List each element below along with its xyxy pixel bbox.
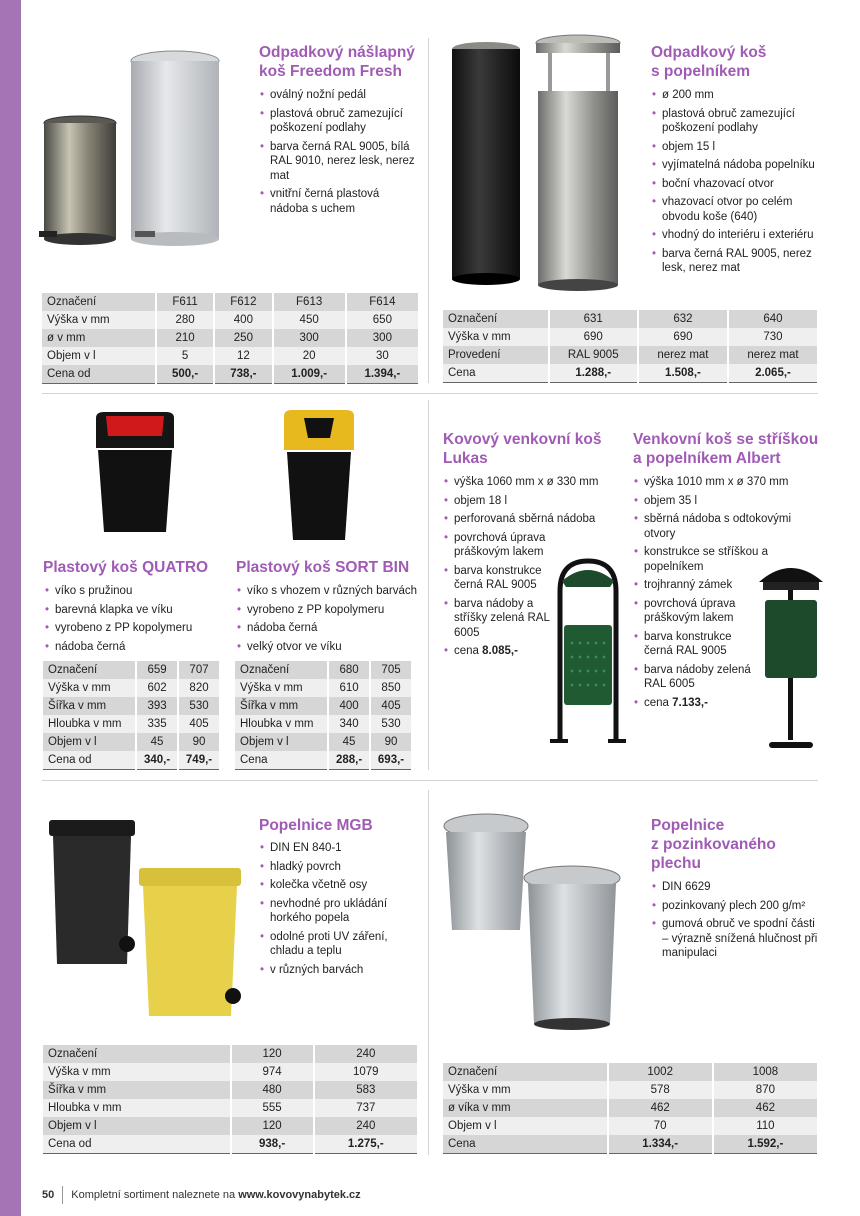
list-item: • nádoba černá xyxy=(235,621,425,636)
table-cell: 30 xyxy=(347,347,418,365)
table-cell: 650 xyxy=(347,311,418,329)
table-cell: 820 xyxy=(179,679,219,697)
albert-price: 7.133,- xyxy=(672,696,708,709)
table-cell: 450 xyxy=(274,311,345,329)
mgb-features xyxy=(258,841,408,981)
table-row xyxy=(43,733,219,751)
price-cell: 1.508,- xyxy=(639,364,727,383)
price-cell: 693,- xyxy=(371,751,411,770)
galv-title xyxy=(651,816,776,873)
table-row xyxy=(235,661,411,679)
freedom-title-line-1: Odpadkový nášlapný xyxy=(259,44,415,61)
table-cell: 659 xyxy=(137,661,177,679)
list-item: • barva černá RAL 9005, bílá RAL 9010, nerez lesk, nerez mat xyxy=(258,140,418,184)
table-cell: Šířka v mm xyxy=(43,697,135,715)
table-cell: Označení xyxy=(42,293,155,311)
price-cell: 1.288,- xyxy=(550,364,637,383)
galv-title-line-2: z pozinkovaného xyxy=(651,836,776,853)
freedom-title xyxy=(259,43,415,81)
table-cell: RAL 9005 xyxy=(550,346,637,364)
table-row xyxy=(443,1117,817,1135)
table-cell: Výška v mm xyxy=(443,1081,607,1099)
footer-text: Kompletní sortiment naleznete na xyxy=(71,1188,236,1201)
price-cell: 1.394,- xyxy=(347,365,418,384)
table-cell: 462 xyxy=(609,1099,712,1117)
list-item: • barva konstrukce černá RAL 9005 xyxy=(442,564,564,593)
list-item: • DIN EN 840-1 xyxy=(258,841,408,856)
table-row xyxy=(235,715,411,733)
table-row xyxy=(443,1081,817,1099)
table-cell: 1079 xyxy=(315,1063,417,1081)
albert-bin-image xyxy=(755,560,827,750)
lukas-title-line-1: Kovový venkovní koš xyxy=(443,431,602,448)
list-item: • barva nádoby zelená RAL 6005 xyxy=(632,663,759,692)
table-cell: Cena xyxy=(235,751,327,770)
price-cell: 738,- xyxy=(215,365,271,384)
table-cell: 110 xyxy=(714,1117,817,1135)
list-item: • objem 15 l xyxy=(650,140,825,155)
table-cell: F614 xyxy=(347,293,418,311)
price-cell: 2.065,- xyxy=(729,364,817,383)
table-row xyxy=(443,1135,817,1154)
quatro-features xyxy=(43,584,233,658)
table-row xyxy=(43,1099,417,1117)
price-cell: 1.009,- xyxy=(274,365,345,384)
table-cell: F611 xyxy=(157,293,213,311)
page-number: 50 xyxy=(42,1188,55,1201)
list-item: • odolné proti UV záření, chladu a teplu xyxy=(258,930,408,959)
table-cell: Šířka v mm xyxy=(235,697,327,715)
footer-link[interactable]: www.kovovynabytek.cz xyxy=(238,1188,361,1201)
albert-price-label: cena xyxy=(644,696,669,709)
list-item: • povrchová úprava práškovým lakem xyxy=(632,597,759,626)
table-cell: 1008 xyxy=(714,1063,817,1081)
quatro-title: Plastový koš QUATRO xyxy=(43,559,209,576)
table-cell: 690 xyxy=(639,328,727,346)
list-item: • barva nádoby a stříšky zelená RAL 6005 xyxy=(442,597,554,641)
divider-row-1 xyxy=(42,393,818,394)
albert-title-line-2: a popelníkem Albert xyxy=(633,450,781,467)
table-cell: Objem v l xyxy=(443,1117,607,1135)
table-row xyxy=(235,679,411,697)
list-item: • povrchová úprava práškovým lakem xyxy=(442,531,599,560)
table-cell: ø v mm xyxy=(42,329,155,347)
list-item: • v různých barvách xyxy=(258,963,408,978)
table-row xyxy=(43,697,219,715)
sortbin-features xyxy=(235,584,425,658)
price-cell: 500,- xyxy=(157,365,213,384)
list-item: • kolečka včetně osy xyxy=(258,878,408,893)
table-row xyxy=(43,1045,417,1063)
table-cell: Cena xyxy=(443,1135,607,1154)
table-cell: 530 xyxy=(179,697,219,715)
table-row xyxy=(43,661,219,679)
sortbin-title: Plastový koš SORT BIN xyxy=(236,559,410,576)
list-item: • nevhodné pro ukládání horkého popela xyxy=(258,897,408,926)
list-item: • vhazovací otvor po celém obvodu koše (640) xyxy=(650,195,825,224)
table-row xyxy=(42,347,418,365)
table-row xyxy=(235,751,411,770)
table-cell: Šířka v mm xyxy=(43,1081,230,1099)
list-item: • sběrná nádoba s odtokovými otvory xyxy=(632,512,812,541)
mgb-title: Popelnice MGB xyxy=(259,817,373,834)
table-cell: nerez mat xyxy=(729,346,817,364)
table-cell: Označení xyxy=(443,1063,607,1081)
list-item: • vyrobeno z PP kopolymeru xyxy=(43,621,233,636)
table-row xyxy=(443,1099,817,1117)
table-cell: 300 xyxy=(274,329,345,347)
table-cell: 240 xyxy=(315,1117,417,1135)
table-cell: 640 xyxy=(729,310,817,328)
price-cell: 1.334,- xyxy=(609,1135,712,1154)
table-cell: Označení xyxy=(443,310,548,328)
table-row xyxy=(43,751,219,770)
table-cell: 400 xyxy=(215,311,271,329)
list-item: • nádoba černá xyxy=(43,640,233,655)
table-cell: Objem v l xyxy=(43,733,135,751)
table-cell: Cena xyxy=(443,364,548,383)
table-cell: 12 xyxy=(215,347,271,365)
table-row xyxy=(43,1117,417,1135)
table-cell: Cena od xyxy=(42,365,155,384)
galv-features xyxy=(650,880,818,965)
table-cell: 730 xyxy=(729,328,817,346)
table-row xyxy=(43,1081,417,1099)
table-cell: 250 xyxy=(215,329,271,347)
list-item: • plastová obruč zamezující poškození podlahy xyxy=(258,107,418,136)
table-cell: Objem v l xyxy=(43,1117,230,1135)
table-cell: 462 xyxy=(714,1099,817,1117)
price-cell: 340,- xyxy=(137,751,177,770)
lukas-price-label: cena xyxy=(454,645,479,657)
table-cell: Objem v l xyxy=(42,347,155,365)
list-item: • vyjímatelná nádoba popelníku xyxy=(650,158,825,173)
list-item: • oválný nožní pedál xyxy=(258,88,418,103)
divider-vertical-bottom xyxy=(428,790,429,1155)
quatro-bin-image xyxy=(92,410,178,535)
list-item: • víko s pružinou xyxy=(43,584,233,599)
list-item: • barevná klapka ve víku xyxy=(43,603,233,618)
price-cell: 288,- xyxy=(329,751,369,770)
ashtray-table xyxy=(441,310,819,383)
table-cell: Výška v mm xyxy=(43,1063,230,1081)
table-cell: 705 xyxy=(371,661,411,679)
freedom-title-line-2: koš Freedom Fresh xyxy=(259,63,402,80)
table-cell: 578 xyxy=(609,1081,712,1099)
albert-title xyxy=(633,430,818,468)
table-cell: Hloubka v mm xyxy=(43,715,135,733)
table-cell: Označení xyxy=(43,661,135,679)
table-cell: 974 xyxy=(232,1063,313,1081)
mgb-table xyxy=(41,1045,419,1154)
ashtray-features xyxy=(650,88,825,280)
table-cell: 335 xyxy=(137,715,177,733)
table-cell: Výška v mm xyxy=(42,311,155,329)
table-row xyxy=(43,679,219,697)
table-cell: 480 xyxy=(232,1081,313,1099)
sortbin-table xyxy=(233,661,413,770)
list-item: • výška 1060 mm x ø 330 mm xyxy=(442,475,612,490)
list-item: • barva konstrukce černá RAL 9005 xyxy=(632,630,759,659)
table-cell: F612 xyxy=(215,293,271,311)
divider-vertical-middle xyxy=(428,400,429,770)
table-cell: 631 xyxy=(550,310,637,328)
table-cell: Objem v l xyxy=(235,733,327,751)
table-cell: 555 xyxy=(232,1099,313,1117)
table-cell: 680 xyxy=(329,661,369,679)
table-row xyxy=(443,310,817,328)
list-item: • perforovaná sběrná nádoba xyxy=(442,512,612,527)
list-item: • víko s vhozem v různých barvách xyxy=(235,584,425,599)
footer-separator xyxy=(62,1186,63,1204)
price-cell: 1.592,- xyxy=(714,1135,817,1154)
price-cell: 749,- xyxy=(179,751,219,770)
table-row xyxy=(43,715,219,733)
table-cell: 850 xyxy=(371,679,411,697)
table-cell: Označení xyxy=(43,1045,230,1063)
table-cell: 300 xyxy=(347,329,418,347)
table-cell: Cena od xyxy=(43,1135,230,1154)
table-cell: 70 xyxy=(609,1117,712,1135)
table-cell: 707 xyxy=(179,661,219,679)
table-cell: Hloubka v mm xyxy=(43,1099,230,1117)
list-item: • trojhranný zámek xyxy=(632,578,812,593)
list-item: • vnitřní černá plastová nádoba s uchem xyxy=(258,187,418,216)
list-item: • objem 18 l xyxy=(442,494,612,509)
table-cell: 120 xyxy=(232,1045,313,1063)
table-cell: Označení xyxy=(235,661,327,679)
freedom-features xyxy=(258,88,418,220)
list-item: • velký otvor ve víku xyxy=(235,640,425,655)
table-cell: 45 xyxy=(137,733,177,751)
table-cell: 90 xyxy=(179,733,219,751)
lukas-bin-image xyxy=(548,553,628,749)
table-cell: Cena od xyxy=(43,751,135,770)
table-cell: 393 xyxy=(137,697,177,715)
table-cell: F613 xyxy=(274,293,345,311)
list-item: • výška 1010 mm x ø 370 mm xyxy=(632,475,812,490)
table-cell: 632 xyxy=(639,310,727,328)
quatro-table xyxy=(41,661,221,770)
table-cell: 690 xyxy=(550,328,637,346)
table-row xyxy=(235,733,411,751)
table-row xyxy=(42,311,418,329)
table-cell: Provedení xyxy=(443,346,548,364)
table-cell: Hloubka v mm xyxy=(235,715,327,733)
table-cell: Výška v mm xyxy=(235,679,327,697)
list-item: • pozinkovaný plech 200 g/m² xyxy=(650,899,818,914)
table-row xyxy=(42,293,418,311)
list-item: • konstrukce se stříškou a popelníkem xyxy=(632,545,784,574)
lukas-title-line-2: Lukas xyxy=(443,450,488,467)
table-cell: ø víka v mm xyxy=(443,1099,607,1117)
table-cell: 870 xyxy=(714,1081,817,1099)
divider-vertical-top xyxy=(428,38,429,383)
purple-sidebar xyxy=(0,0,21,1216)
galv-title-line-1: Popelnice xyxy=(651,817,725,834)
price-cell: 938,- xyxy=(232,1135,313,1154)
table-cell: 240 xyxy=(315,1045,417,1063)
freedom-table xyxy=(40,293,420,384)
ashtray-title xyxy=(651,43,766,81)
table-cell: 583 xyxy=(315,1081,417,1099)
list-item: • vyrobeno z PP kopolymeru xyxy=(235,603,425,618)
galv-table xyxy=(441,1063,819,1154)
list-item: • plastová obruč zamezující poškození podlahy xyxy=(650,107,825,136)
list-item: • hladký povrch xyxy=(258,860,408,875)
table-row xyxy=(43,1063,417,1081)
ashtray-title-line-1: Odpadkový koš xyxy=(651,44,767,61)
table-cell: 90 xyxy=(371,733,411,751)
mgb-bins-image xyxy=(47,818,247,1018)
table-row xyxy=(443,364,817,383)
page-footer xyxy=(42,1186,361,1204)
galv-title-line-3: plechu xyxy=(651,855,701,872)
lukas-title xyxy=(443,430,602,468)
ashtray-bins-image xyxy=(448,33,628,295)
list-item: • vhodný do interiéru i exteriéru xyxy=(650,228,825,243)
list-item: • ø 200 mm xyxy=(650,88,825,103)
table-cell: 120 xyxy=(232,1117,313,1135)
galv-bins-image xyxy=(440,810,628,1032)
table-cell: Výška v mm xyxy=(443,328,548,346)
ashtray-title-line-2: s popelníkem xyxy=(651,63,751,80)
table-row xyxy=(443,1063,817,1081)
table-cell: 210 xyxy=(157,329,213,347)
table-row xyxy=(42,329,418,347)
table-row xyxy=(42,365,418,384)
table-cell: 602 xyxy=(137,679,177,697)
table-row xyxy=(43,1135,417,1154)
table-cell: 1002 xyxy=(609,1063,712,1081)
table-cell: 280 xyxy=(157,311,213,329)
table-cell: 45 xyxy=(329,733,369,751)
table-cell: 405 xyxy=(371,697,411,715)
table-cell: Výška v mm xyxy=(43,679,135,697)
price-cell: 1.275,- xyxy=(315,1135,417,1154)
table-row xyxy=(443,346,817,364)
list-item: • DIN 6629 xyxy=(650,880,818,895)
lukas-price: 8.085,- xyxy=(482,645,518,657)
list-item: • objem 35 l xyxy=(632,494,812,509)
table-cell: 5 xyxy=(157,347,213,365)
list-item: • gumová obruč ve spodní části – výrazně snížená hlučnost při manipulaci xyxy=(650,917,818,961)
table-cell: 530 xyxy=(371,715,411,733)
table-cell: nerez mat xyxy=(639,346,727,364)
table-row xyxy=(443,328,817,346)
table-cell: 20 xyxy=(274,347,345,365)
freedom-bins-image xyxy=(35,45,235,250)
divider-row-2 xyxy=(42,780,818,781)
list-item: • barva černá RAL 9005, nerez lesk, nerez mat xyxy=(650,247,825,276)
list-item: • boční vhazovací otvor xyxy=(650,177,825,192)
table-cell: 405 xyxy=(179,715,219,733)
table-cell: 340 xyxy=(329,715,369,733)
table-row xyxy=(235,697,411,715)
table-cell: 400 xyxy=(329,697,369,715)
sortbin-image xyxy=(282,408,356,542)
table-cell: 737 xyxy=(315,1099,417,1117)
albert-title-line-1: Venkovní koš se stříškou xyxy=(633,431,819,448)
table-cell: 610 xyxy=(329,679,369,697)
